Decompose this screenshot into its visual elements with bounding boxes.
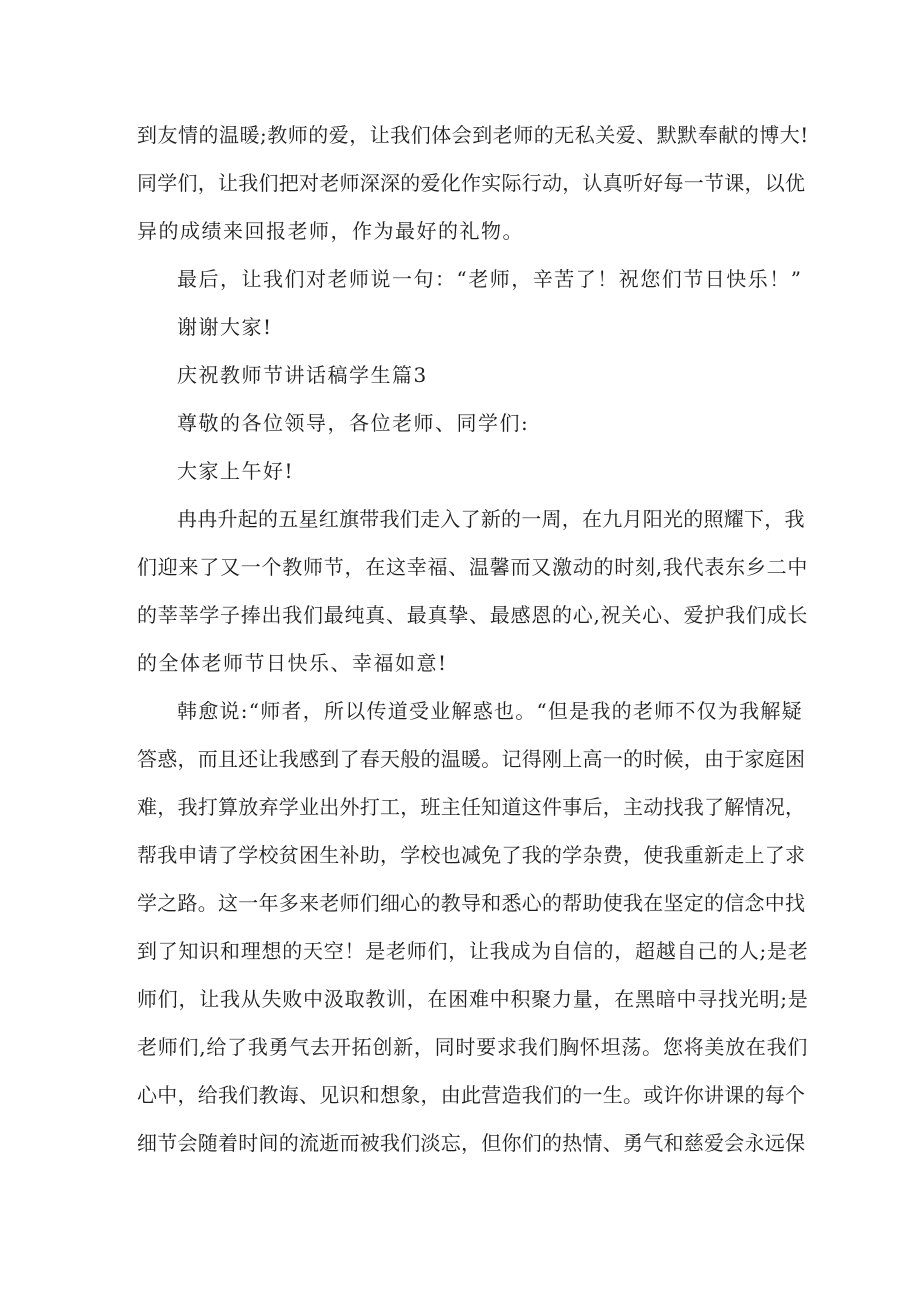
text-line: 师们，让我从失败中汲取教训，在困难中积聚力量，在黑暗中寻找光明;是: [137, 987, 809, 1011]
text-line: 大家上午好!: [177, 459, 295, 483]
text-line: 们迎来了又一个教师节，在这幸福、温馨而又激动的时刻,我代表东乡二中: [137, 555, 809, 579]
text-line: 难，我打算放弃学业出外打工，班主任知道这件事后，主动找我了解情况，: [137, 795, 806, 819]
text-line: 答惑，而且还让我感到了春天般的温暖。记得刚上高一的时候，由于家庭困: [137, 747, 806, 771]
text-line: 的莘莘学子捧出我们最纯真、最真挚、最感恩的心,祝关心、爱护我们成长: [137, 603, 809, 627]
text-line: 谢谢大家!: [177, 315, 273, 339]
text-line: 尊敬的各位领导，各位老师、同学们:: [177, 411, 530, 435]
document-body: [137, 111, 809, 1167]
text-line: 异的成绩来回报老师，作为最好的礼物。: [137, 219, 524, 243]
text-line: 最后，让我们对老师说一句：“老师，辛苦了！祝您们节日快乐！”: [177, 267, 803, 291]
text-line: 韩愈说:“师者，所以传道受业解惑也。“但是我的老师不仅为我解疑: [177, 699, 803, 723]
text-line: 学之路。这一年多来老师们细心的教导和悉心的帮助使我在坚定的信念中找: [137, 891, 806, 915]
text-line: 帮我申请了学校贫困生补助，学校也减免了我的学杂费，使我重新走上了求: [137, 843, 806, 867]
text-line: 细节会随着时间的流逝而被我们淡忘，但你们的热情、勇气和慈爱会永远保: [137, 1131, 806, 1155]
text-line: 到友情的温暖;教师的爱，让我们体会到老师的无私关爱、默默奉献的博大!: [137, 123, 809, 147]
text-line: 同学们，让我们把对老师深深的爱化作实际行动，认真听好每一节课，以优: [137, 171, 806, 195]
text-line: 老师们,给了我勇气去开拓创新，同时要求我们胸怀坦荡。您将美放在我们: [137, 1035, 809, 1059]
text-line: 心中，给我们教诲、见识和想象，由此营造我们的一生。或许你讲课的每个: [137, 1083, 806, 1107]
text-line: 到了知识和理想的天空！是老师们，让我成为自信的，超越自己的人;是老: [137, 939, 809, 963]
text-line: 冉冉升起的五星红旗带我们走入了新的一周，在九月阳光的照耀下，我: [177, 507, 805, 531]
text-line: 的全体老师节日快乐、幸福如意!: [137, 651, 448, 675]
text-line: 庆祝教师节讲话稿学生篇3: [177, 363, 428, 387]
